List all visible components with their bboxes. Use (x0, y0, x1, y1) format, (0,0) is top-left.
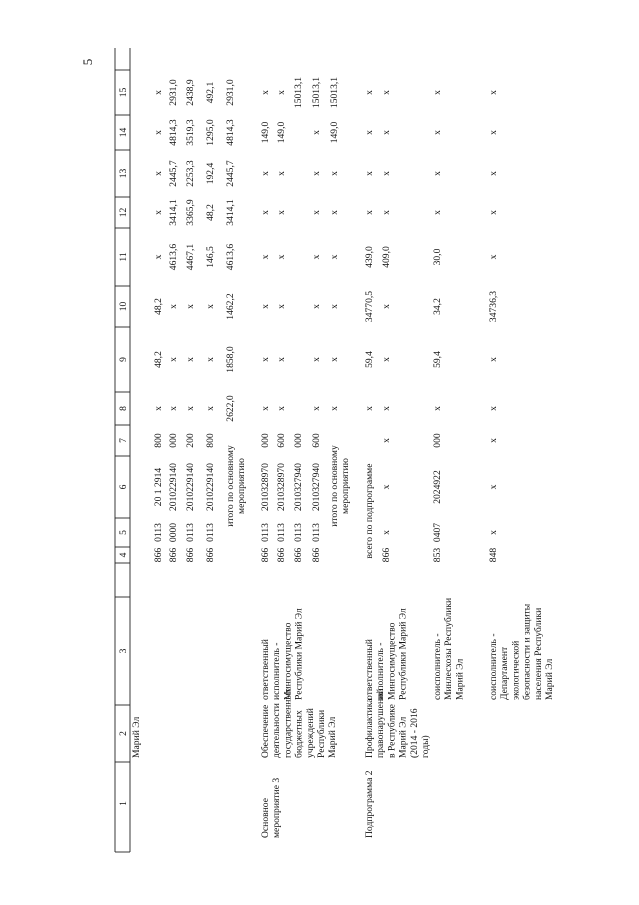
cell-col-9-line: х (276, 357, 287, 362)
cell-col-7-line: 600 (276, 433, 287, 448)
cell-col-2-line: Обеспечение (260, 704, 271, 758)
cell-col-13-line: х (311, 171, 322, 176)
cell-col-10-line: х (329, 304, 340, 309)
cell-col-15-line: х (364, 90, 375, 95)
cell-col-4-line: 866 (260, 547, 271, 563)
cell-col-6-line: х (488, 484, 499, 490)
cell-col-3-line: ответственный (364, 639, 375, 700)
cell-col-3-line: Департамент (499, 646, 511, 700)
cell-col-2-line: годы) (420, 735, 431, 758)
cell-col-14-line: х (311, 130, 322, 135)
column-header-3: 3 (118, 648, 129, 654)
cell-col-10-line: 48,2 (153, 298, 164, 315)
table-row (329, 77, 351, 527)
cell-col-9-line: х (329, 357, 340, 362)
cell-col-14-line: 4814,3 (225, 119, 236, 146)
table-row (381, 90, 392, 562)
column-header-15: 15 (118, 87, 129, 98)
cell-col-9-line: 59,4 (432, 351, 443, 368)
cell-col-13-line: 2253,3 (185, 160, 196, 187)
cell-col-12-line: х (488, 210, 499, 215)
cell-col-12-line: 48,2 (205, 204, 216, 221)
cell-col-3-line: ответственный (260, 639, 271, 700)
cell-col-6-line: 2010328970 (260, 463, 271, 511)
table-row (364, 90, 431, 838)
cell-col-3-line: соисполнитель - (432, 633, 443, 700)
cell-col-11-line: х (276, 254, 287, 260)
cell-col-10-line: х (260, 304, 271, 309)
cell-col-13-line: х (153, 171, 164, 176)
column-header-row (118, 88, 129, 806)
cell-col-7-line: 000 (293, 433, 304, 448)
column-header-1: 1 (118, 801, 129, 806)
cell-col-7-line: 200 (185, 433, 196, 448)
cell-col-11-line: х (311, 254, 322, 260)
cell-col-12-line: х (260, 210, 271, 215)
cell-col-5-line: 0113 (153, 523, 164, 542)
cell-col-7-line: 800 (153, 433, 164, 448)
cell-col-5-line: 0113 (276, 523, 287, 542)
cell-col-2-line: Марий Эл (397, 716, 409, 758)
column-header-5: 5 (118, 530, 129, 535)
cell-col-8-line: 2622,0 (225, 395, 236, 422)
column-header-8: 8 (118, 406, 129, 411)
cell-col-2-line: бюджетных (293, 710, 305, 758)
cell-col-15-line: 2931,0 (225, 79, 236, 106)
cell-col-15-line: х (153, 90, 164, 95)
cell-col-14-line: х (381, 130, 392, 135)
cell-col-4-line: 853 (432, 547, 443, 563)
cell-col-12-line: 3414,1 (225, 199, 236, 226)
cell-col-6-line: 2010229140 (168, 463, 179, 511)
table-row (131, 717, 142, 758)
cell-col-15-line: х (381, 90, 392, 95)
cell-col-7-line: 000 (432, 433, 443, 448)
cell-col-2-line: Профилактика (364, 698, 375, 758)
cell-col-3-line: Республики Марий Эл (293, 608, 305, 700)
column-header-14: 14 (118, 127, 129, 138)
cell-col-7-line: 600 (311, 433, 322, 448)
cell-col-6-line: 2010229140 (185, 463, 196, 511)
cell-col-10-line: х (311, 304, 322, 309)
cell-col-15-line: 15013,1 (293, 76, 304, 109)
table-row (488, 90, 555, 700)
table-row (432, 90, 465, 700)
cell-col-9-line: х (185, 357, 196, 362)
table-body (131, 77, 555, 838)
cell-col-2-line: (2014 - 2016 (408, 708, 420, 758)
cell-col-10-line: 34,2 (432, 298, 443, 315)
cell-col-11-line: х (488, 254, 499, 260)
cell-col-1-line: мероприятие 3 (271, 777, 283, 838)
table-row (311, 77, 322, 562)
cell-col-8-line: х (432, 406, 443, 411)
page-number: 5 (80, 58, 95, 66)
cell-col-14-line: 1295,0 (205, 119, 216, 146)
cell-col-10-line: 34736,3 (488, 290, 499, 323)
cell-col-13-line: х (364, 171, 375, 176)
cell-col-1-line: Основное (260, 798, 271, 838)
cell-col-10-line: х (381, 304, 392, 309)
cell-col-4-line: 866 (293, 547, 304, 563)
cell-col-15-line: 2931,0 (168, 79, 179, 106)
cell-col-5-line: х (381, 530, 392, 535)
column-header-2: 2 (118, 731, 129, 736)
cell-col-7-line: 800 (205, 433, 216, 448)
cell-col-4-line: 848 (488, 547, 499, 563)
cell-col-12-line: х (311, 210, 322, 215)
cell-col-15-line: х (276, 90, 287, 95)
cell-col-7-line: 000 (260, 433, 271, 448)
cell-col-6-line: итого по основному (329, 445, 340, 527)
cell-col-8-line: х (153, 406, 164, 411)
cell-col-6-line: мероприятию (340, 458, 352, 514)
cell-col-10-line: 34770,5 (364, 290, 375, 323)
cell-col-6-line: 2010328970 (276, 463, 287, 511)
cell-col-9-line: 48,2 (153, 351, 164, 368)
cell-col-3-line: исполнитель - (375, 642, 387, 700)
cell-col-11-line: 409,0 (381, 246, 392, 268)
cell-col-8-line: х (381, 406, 392, 411)
cell-col-8-line: х (488, 406, 499, 411)
cell-col-3-line: Мингосимущество (282, 622, 294, 700)
cell-col-11-line: 439,0 (364, 246, 375, 268)
cell-col-11-line: 4613,6 (168, 243, 179, 271)
cell-col-5-line: 0113 (260, 523, 271, 542)
cell-col-8-line: х (185, 406, 196, 411)
cell-col-3-line: Мингосимущество (386, 622, 398, 700)
cell-col-6-line: 2024922 (432, 470, 443, 504)
cell-col-10-line: х (205, 304, 216, 309)
cell-col-8-line: х (276, 406, 287, 411)
cell-col-2-line: деятельности (271, 703, 283, 758)
cell-col-5-line: 0407 (432, 522, 443, 543)
cell-col-3-line: Минлесхозы Республики (443, 597, 455, 700)
cell-col-13-line: х (276, 171, 287, 176)
cell-col-14-line: 149,0 (276, 121, 287, 144)
cell-col-14-line: х (153, 130, 164, 135)
cell-col-2-line: учреждений (304, 708, 316, 758)
cell-col-15-line: 2438,9 (185, 79, 196, 106)
cell-col-6-line: 2010327940 (311, 463, 322, 511)
cell-col-3-line: безопасности и защиты (521, 603, 533, 700)
cell-col-13-line: х (260, 171, 271, 176)
table-row (153, 90, 164, 562)
cell-col-6-line: х (381, 484, 392, 490)
cell-col-4-line: 866 (311, 547, 322, 563)
table-row (293, 77, 304, 562)
column-header-13: 13 (118, 168, 129, 179)
cell-col-8-line: х (205, 406, 216, 411)
cell-col-13-line: 192,4 (205, 162, 216, 185)
cell-col-11-line: х (329, 254, 340, 260)
cell-col-3-line: экологической (510, 640, 522, 700)
cell-col-13-line: х (329, 171, 340, 176)
cell-col-7-line: х (488, 438, 499, 443)
cell-col-8-line: х (168, 406, 179, 411)
cell-col-11-line: 146,5 (205, 246, 216, 268)
table-row (205, 82, 216, 563)
cell-col-14-line: х (432, 130, 443, 135)
cell-col-2-line: правонарушений (375, 688, 387, 758)
cell-col-10-line: х (168, 304, 179, 309)
cell-col-15-line: 492,1 (205, 81, 216, 104)
cell-col-15-line: 15013,1 (329, 76, 340, 109)
cell-col-14-line: 3519,3 (185, 119, 196, 146)
cell-col-10-line: 1462,2 (225, 293, 236, 320)
cell-col-15-line: х (488, 90, 499, 95)
column-header-12: 12 (118, 207, 129, 218)
column-header-9: 9 (118, 357, 129, 362)
cell-col-11-line: х (153, 254, 164, 260)
cell-col-12-line: х (432, 210, 443, 215)
cell-col-5-line: 0113 (293, 523, 304, 542)
cell-col-14-line: 149,0 (260, 121, 271, 144)
cell-col-12-line: 3414,1 (168, 199, 179, 226)
cell-col-2-line: Республики (316, 709, 327, 758)
cell-col-13-line: 2445,7 (225, 160, 236, 187)
cell-col-10-line: х (276, 304, 287, 309)
cell-col-12-line: х (364, 210, 375, 215)
cell-col-9-line: 59,4 (364, 351, 375, 368)
cell-col-4-line: 866 (185, 547, 196, 563)
cell-col-8-line: х (329, 406, 340, 411)
cell-col-12-line: х (153, 210, 164, 215)
cell-col-2-line: государственных (282, 688, 294, 758)
cell-col-13-line: х (381, 171, 392, 176)
cell-col-5-line: 0113 (205, 523, 216, 542)
cell-col-11-line: 4467,1 (185, 243, 196, 271)
cell-col-4-line: 866 (168, 547, 179, 563)
cell-col-11-line: 4613,6 (225, 243, 236, 271)
cell-col-10-line: х (185, 304, 196, 309)
cell-col-5-line: 0113 (311, 523, 322, 542)
cell-col-12-line: х (381, 210, 392, 215)
cell-col-4-line: 866 (205, 547, 216, 563)
cell-col-14-line: 4814,3 (168, 119, 179, 146)
cell-col-4-line: 866 (276, 547, 287, 563)
cell-col-7-line: х (381, 438, 392, 443)
cell-col-12-line: х (329, 210, 340, 215)
cell-col-9-line: х (205, 357, 216, 362)
cell-col-15-line: х (432, 90, 443, 95)
cell-col-9-line: х (488, 357, 499, 362)
cell-col-15-line: 15013,1 (311, 76, 322, 109)
column-header-7: 7 (118, 438, 129, 443)
cell-col-3-line: Марий Эл (544, 658, 555, 700)
cell-col-8-line: х (260, 406, 271, 411)
cell-col-6-line: 2010327940 (293, 463, 304, 511)
cell-col-15-line: х (260, 90, 271, 95)
cell-col-1-line: Подпрограмма 2 (364, 770, 375, 838)
cell-col-5-line: всего по подпрограмме (364, 463, 375, 559)
cell-col-6-line: 2010229140 (205, 463, 216, 511)
cell-col-6-line: мероприятию (236, 458, 248, 514)
cell-col-3-line: соисполнитель - (488, 633, 499, 700)
cell-col-13-line: 2445,7 (168, 160, 179, 187)
cell-col-6-line: 20 1 2914 (153, 467, 164, 507)
cell-col-3-line: населения Республики (532, 607, 544, 700)
cell-col-2-line: Марий Эл (327, 716, 339, 758)
cell-col-8-line: х (364, 406, 375, 411)
cell-col-2-line: в Республике (386, 704, 398, 758)
cell-col-5-line: х (488, 530, 499, 535)
table-row (225, 79, 247, 527)
column-header-4: 4 (118, 552, 129, 558)
cell-col-13-line: х (488, 171, 499, 176)
column-header-6: 6 (118, 484, 129, 490)
cell-col-9-line: х (381, 357, 392, 362)
cell-col-4-line: 866 (153, 547, 164, 563)
cell-col-3-line: Республики Марий Эл (397, 608, 409, 700)
cell-col-3-line: исполнитель - (271, 642, 283, 700)
cell-col-12-line: х (276, 210, 287, 215)
cell-col-8-line: х (311, 406, 322, 411)
cell-col-14-line: х (488, 130, 499, 135)
cell-col-5-line: 0000 (168, 522, 179, 543)
cell-col-11-line: 30,0 (432, 248, 443, 266)
column-header-11: 11 (118, 252, 129, 262)
cell-col-12-line: 3365,9 (185, 199, 196, 226)
cell-col-11-line: х (260, 254, 271, 260)
table-row (168, 79, 179, 562)
table-row (276, 90, 287, 562)
cell-col-14-line: х (364, 130, 375, 135)
cell-col-9-line: х (168, 357, 179, 362)
cell-col-13-line: х (432, 171, 443, 176)
cell-col-14-line: 149,0 (329, 121, 340, 144)
column-header-10: 10 (118, 301, 129, 312)
cell-col-9-line: х (311, 357, 322, 362)
table-row (185, 79, 196, 562)
cell-col-5-line: 0113 (185, 523, 196, 542)
cell-col-9-line: 1858,0 (225, 346, 236, 373)
cell-col-3-line: Марий Эл (454, 658, 466, 700)
cell-col-4-line: 866 (381, 547, 392, 563)
cell-col-7-line: 000 (168, 433, 179, 448)
cell-col-6-line: итого по основному (225, 445, 236, 527)
cell-col-2-line: Марий Эл (131, 716, 142, 758)
cell-col-9-line: х (260, 357, 271, 362)
